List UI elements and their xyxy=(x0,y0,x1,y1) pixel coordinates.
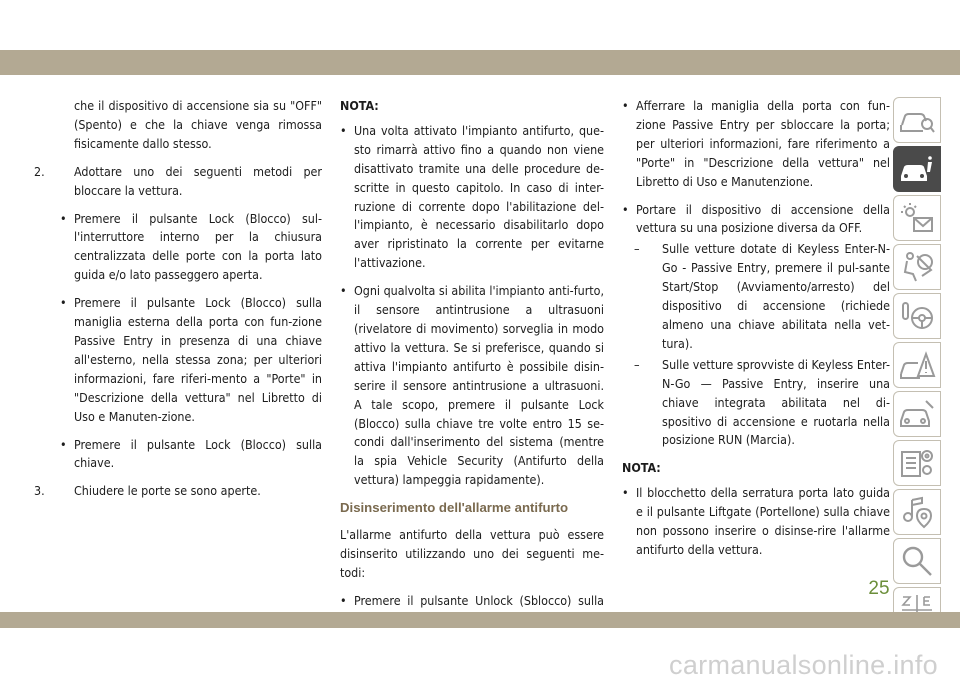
tab-music-navigation[interactable] xyxy=(893,489,941,535)
tab-car-magnifier[interactable] xyxy=(893,97,941,143)
section-paragraph: L'allarme antifurto della vettura può essere disinserito utilizzando uno dei seguenti me-todi: xyxy=(340,527,604,580)
bullet-marker: • xyxy=(60,295,67,311)
car-magnifier-icon xyxy=(898,103,936,137)
bullet-marker: • xyxy=(622,485,629,501)
bullet-marker: • xyxy=(622,98,629,113)
warning-lights-icon xyxy=(898,201,936,235)
bullet-text: Premere il pulsante Lock (Blocco) sulla chiave. xyxy=(74,436,322,471)
note-heading: NOTA: xyxy=(340,98,379,113)
step-number: 3. xyxy=(34,483,45,499)
bullet-text: Il blocchetto della serratura porta lato guida e il pulsante Liftgate (Portellone) sulla chiave non possono inserire o disinse-rire l'allarme antifurto della vettura. xyxy=(636,485,890,557)
dash-item xyxy=(622,356,890,451)
step-number: 2. xyxy=(34,163,45,179)
bullet-text: Ogni qualvolta si abilita l'impianto anti-furto, il sensore antintrusione a ultrasuoni (rivelatore di movimento) sorveglia in modo attivo la vettura. Se si preferisce, quando si attiva l'impianto antifurto è possibile disin-serire il sensore antintrusione a ultrasuoni. A tale scopo, premere il pulsante Lock (Blocco) sulla chiave tre volte entro 15 se-condi dall'inserimento del sistema (mentre la spia Vehicle Security (Antifurto della vettura) lampeggia rapidamente). xyxy=(354,283,604,488)
car-info-icon xyxy=(898,152,936,186)
note-heading: NOTA: xyxy=(622,460,661,476)
bullet-text: Afferrare la maniglia della porta con fun-zione Passive Entry per sbloccare la porta; per ulteriori informazioni, fare riferimento a "Porte" in "Descrizione della vettura" nel Libretto di Uso e Manutenzione. xyxy=(636,98,890,189)
tab-specs-gear[interactable] xyxy=(893,440,941,486)
bullet-marker: • xyxy=(60,436,67,452)
continued-text: che il dispositivo di accensione sia su "OFF" (Spento) e che la chiave venga rimossa fisicamente dallo stesso. xyxy=(74,98,322,151)
dash-text: Sulle vetture dotate di Keyless Enter-N-Go - Passive Entry, premere il pul-sante Start/Stop (Avviamento/arresto) del dispositivo di accensione (richiede almeno una chiave abilitata nella vet-tura). xyxy=(662,241,890,351)
bullet-item xyxy=(622,97,890,192)
bullet-item xyxy=(622,484,890,560)
dash-item xyxy=(622,240,890,353)
search-icon xyxy=(898,544,936,578)
dash-marker: – xyxy=(634,356,640,372)
bullet-marker: • xyxy=(340,592,347,608)
airbag-seat-icon xyxy=(898,250,936,284)
bullet-item xyxy=(34,436,322,474)
step-text: Adottare uno dei seguenti metodi per bloccare la vettura. xyxy=(74,163,322,198)
tab-search[interactable] xyxy=(893,538,941,584)
column-1 xyxy=(34,97,322,510)
car-warning-triangle-icon xyxy=(898,348,936,382)
tab-car-wrench[interactable] xyxy=(893,391,941,437)
bullet-marker: • xyxy=(622,201,629,217)
bullet-marker: • xyxy=(60,210,67,226)
bullet-text: Una volta attivato l'impianto antifurto, que-sto rimarrà attivo fino a quando non viene disattivato tramite una delle procedure de-scritte in questo capitolo. In caso di inter-ruzione di corrente dopo l'abilitazione del-l'impianto, è necessario disabilitarlo dopo aver ripristinato la corrente per evitarne l'attivazione. xyxy=(354,122,604,271)
tab-steering-wheel[interactable] xyxy=(893,293,941,339)
page-number: 25 xyxy=(868,578,890,599)
tab-airbag-seat[interactable] xyxy=(893,244,941,290)
footer-band xyxy=(0,612,960,628)
bullet-item xyxy=(340,122,604,273)
bullet-item xyxy=(34,210,322,286)
step-text: Chiudere le porte se sono aperte. xyxy=(74,483,261,499)
tab-warning-lights[interactable] xyxy=(893,195,941,241)
bullet-text: Premere il pulsante Lock (Blocco) sul-l'interruttore interno per la chiusura centralizzata delle porte con la porta lato guida e/o lato passeggero aperta. xyxy=(74,210,322,283)
bullet-item xyxy=(340,282,604,490)
music-navigation-icon xyxy=(898,495,936,529)
chapter-tabs xyxy=(893,97,943,636)
bullet-marker: • xyxy=(340,283,347,299)
car-wrench-icon xyxy=(898,397,936,431)
watermark: carmanualsonline.info xyxy=(669,650,938,680)
bullet-text: Premere il pulsante Unlock (Sblocco) sulla xyxy=(354,592,604,608)
column-2 xyxy=(340,97,604,639)
dash-text: Sulle vetture sprovviste di Keyless Enter-N-Go — Passive Entry, inserire una chiave integrata abilitata nel di-spositivo di accensione e ruotarla nella posizione RUN (Marcia). xyxy=(662,356,890,448)
column-3 xyxy=(622,97,890,569)
dash-marker: – xyxy=(634,241,640,257)
tab-car-warning-triangle[interactable] xyxy=(893,342,941,388)
step-2 xyxy=(34,163,322,201)
header-band xyxy=(0,50,960,75)
bullet-marker: • xyxy=(340,122,347,138)
bullet-text: Portare il dispositivo di accensione della vettura su una posizione diversa da OFF. xyxy=(636,201,890,236)
bullet-item xyxy=(34,294,322,426)
specs-gear-icon xyxy=(898,446,936,480)
bullet-item xyxy=(622,201,890,239)
bullet-text: Premere il pulsante Lock (Blocco) sulla maniglia esterna della porta con fun-zione Passive Entry in presenza di una chiave all'esterno, nella stessa zona; per ulteriori informazioni, fare riferi-mento a "Porte" in "Descrizione della vettura" nel Libretto di Uso e Manuten-zione. xyxy=(74,295,322,424)
step-3 xyxy=(34,482,322,501)
tab-car-info[interactable] xyxy=(893,146,941,192)
section-heading: Disinserimento dell'allarme antifurto xyxy=(340,500,569,516)
top-margin xyxy=(0,0,960,50)
steering-wheel-icon xyxy=(898,299,936,333)
